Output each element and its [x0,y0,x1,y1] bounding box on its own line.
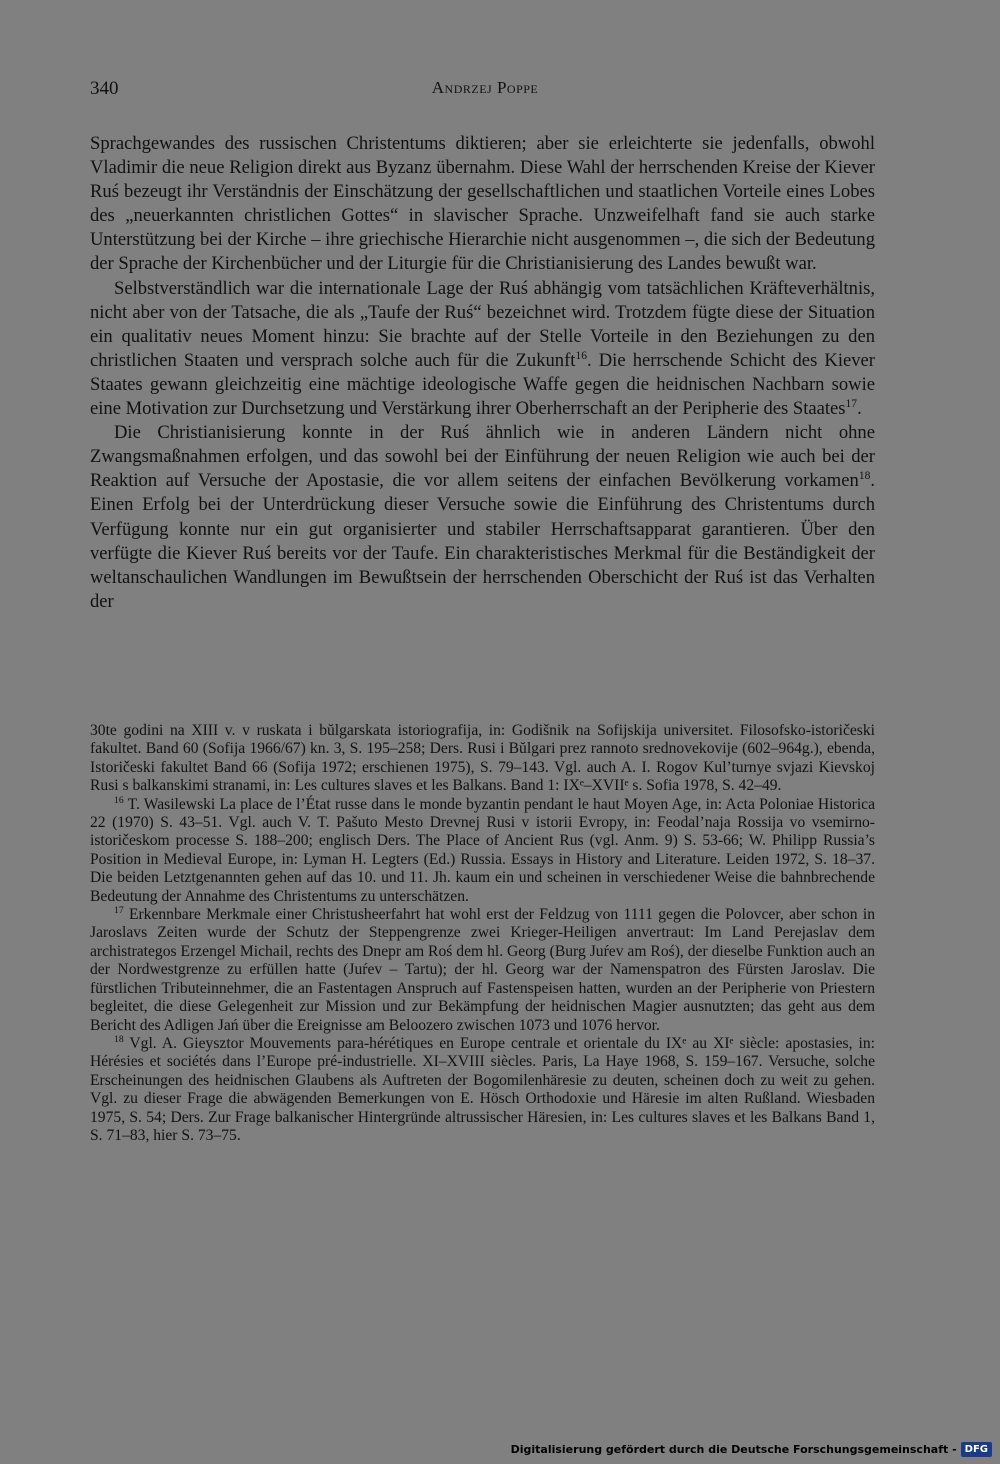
footnote-18: $^{18}$ Vgl. A. Gieysztor Mouvements para-hérétiques en Europe centrale et orientale du IXᵉ au XIᵉ siècle: apostasies, in: Hérésies et sociétés dans l’Europe pré-industrielle. XI–XVIII siècles. Paris, La Haye 1968, S. 159–167. Versuche, solche Erscheinungen des heidnischen Glaubens als Auftreten der Bogomilenhäresie zu deuten, scheinen doch zu weit zu gehen. Vgl. zu dieser Frage die abwägenden Bemerkungen von E. Hösch Orthodoxie und Häresie im alten Rußland. Wiesbaden 1975, S. 54; Ders. Zur Frage balkanischer Hintergründe altrussischer Häresien, in: Les cultures slaves et les Balkans Band 1, S. 71–83, hier S. 73–75. [90,1033,876,1144]
dfg-logo-icon: DFG [961,1442,992,1457]
page-header [90,78,880,108]
running-head: Andrzej Poppe [431,78,539,97]
footnote-number: 16 [114,794,124,806]
main-text [90,132,875,614]
paragraph: Selbstverständlich war die internationale Lage der Ruś abhängig vom tatsächlichen Kräfteverhältnis, nicht aber von der Tatsache, die als „Taufe der Ruś“ bezeichnet wird. Trotzdem fügte diese der Situation ein qualitativ neues Moment hinzu: Sie brachte auf der Stelle Vorteile in den Beziehungen zu den christlichen Staaten und versprach solche auch für die Zukunft$^{16}$. Die herrschende Schicht des Kiever Staates gewann gleichzeitig eine mächtige ideologische Waffe gegen die heidnischen Nachbarn sowie eine Motivation zur Durchsetzung und Verstärkung ihrer Oberherrschaft an der Peripherie des Staates$^{17}$. [90,277,876,420]
paragraph: Die Christianisierung konnte in der Ruś ähnlich wie in anderen Ländern nicht ohne Zwangsmaßnahmen erfolgen, und das sowohl bei der Einführung der neuen Religion wie auch bei der Reaktion auf Versuche der Apostasie, die vor allem seitens der einfachen Bevölkerung vorkamen$^{18}$. Einen Erfolg bei der Unterdrückung dieser Versuche sowie die Einführung des Christentums durch Verfügung konnte nur ein gut organisierter und stabiler Herrschaftsapparat garantieren. Über den verfügte die Kiever Ruś bereits vor der Taufe. Ein charakteristisches Merkmal für die Beständigkeit der weltanschaulichen Wandlungen im Bewußtsein der herrschenden Oberschicht der Ruś ist das Verhalten der [90,422,875,612]
footnote-16: $^{16}$ T. Wasilewski La place de l’État russe dans le monde byzantin pendant le haut Moyen Age, in: Acta Poloniae Historica 22 (1970) S. 43–51. Vgl. auch V. T. Pašuto Mesto Drevnej Rusi v istorii Evropy, in: Feodal’naja Rossija vo vsemirno-istoričeskom processe S. 188–200; englisch Ders. The Place of Ancient Rus (vgl. Anm. 9) S. 53-66; W. Philipp Russia’s Position in Medieval Europe, in: Lyman H. Legters (Ed.) Russia. Essays in History and Literature. Leiden 1972, S. 18–37. Die beiden Letztgenannten gehen auf das 10. und 11. Jh. kaum ein und scheinen in verschiedener Weise die bahnbrechende Bedeutung der Annahme des Christentums zu unterschätzen. [90,794,875,905]
paragraph: Sprachgewandes des russischen Christentums diktieren; aber sie erleichterte sie jedenfalls, obwohl Vladimir die neue Religion direkt aus Byzanz übernahm. Diese Wahl der herrschenden Kreise der Kiever Ruś bezeugt ihr Verständnis der Einschätzung der gesellschaftlichen und staatlichen Vorteile eines Lobes des „neuerkannten christlichen Gottes“ in slavischer Sprache. Unzweifelhaft fand sie auch starke Unterstützung bei der Kirche – ihre griechische Hierarchie nicht ausgenommen –, die sich der Bedeutung der Sprache der Kirchenbücher und der Liturgie für die Christianisierung des Landes bewußt war. [90,133,875,275]
footnote-number: 18 [114,1033,124,1045]
page-number: 340 [90,78,119,99]
footnotes [90,722,875,1145]
digitization-credit [511,1438,992,1460]
credit-text: Digitalisierung gefördert durch die Deutsche Forschungsgemeinschaft - [510,1442,957,1456]
footnote-ref[interactable]: 17 [845,397,858,410]
footnote-ref[interactable]: 18 [858,470,871,483]
footnote-ref[interactable]: 16 [575,349,587,362]
footnote-continuation: 30te godini na XIII v. v ruskata i bŭlgarskata istoriografija, in: Godišnik na Sofijskija universitet. Filosofsko-istoričeski fakultet. Band 60 (Sofija 1966/67) kn. 3, S. 195–258; Ders. Rusi i Bŭlgari prez rannoto srednovekovije (602–964g.), ebenda, Istoričeski fakultet Band 66 (Sofija 1972; erschienen 1975), S. 79–143. Vgl. auch A. I. Rogov Kul’turnye svjazi Kievskoj Rusi s balkanskimi stranami, in: Les cultures slaves et les Balkans. Band 1: IXᵉ–XVIIᵉ s. Sofia 1978, S. 42–49. [90,722,875,795]
footnote-number: 17 [114,904,124,916]
footnote-17: $^{17}$ Erkennbare Merkmale einer Christusheerfahrt hat wohl erst der Feldzug von 1111 gegen die Polovcer, aber schon in Jaroslavs Zeiten wurde der Schutz der Steppengrenze zwei Krieger-Heiligen anvertraut: Im Land Perejaslav dem archistrategos Erzengel Michail, rechts des Dnepr am Roś dem hl. Georg (Burg Juŕev am Roś), der dieselbe Funktion auch an der Nordwestgrenze zu erfüllen hatte (Juŕev – Tartu); der hl. Georg war der Namenspatron des Fürsten Jaroslav. Die fürstlichen Tributeinnehmer, die an Fastentagen Anspruch auf Fastenspeisen hatten, wurden an der Peripherie von Priestern begleitet, die diese Gelegenheit zur Mission und zur Bekämpfung der heidnischen Magier ausnutzten; das geht aus dem Bericht des Adligen Jań über die Ereignisse am Beloozero zwischen 1073 und 1076 hervor. [90,904,875,1034]
